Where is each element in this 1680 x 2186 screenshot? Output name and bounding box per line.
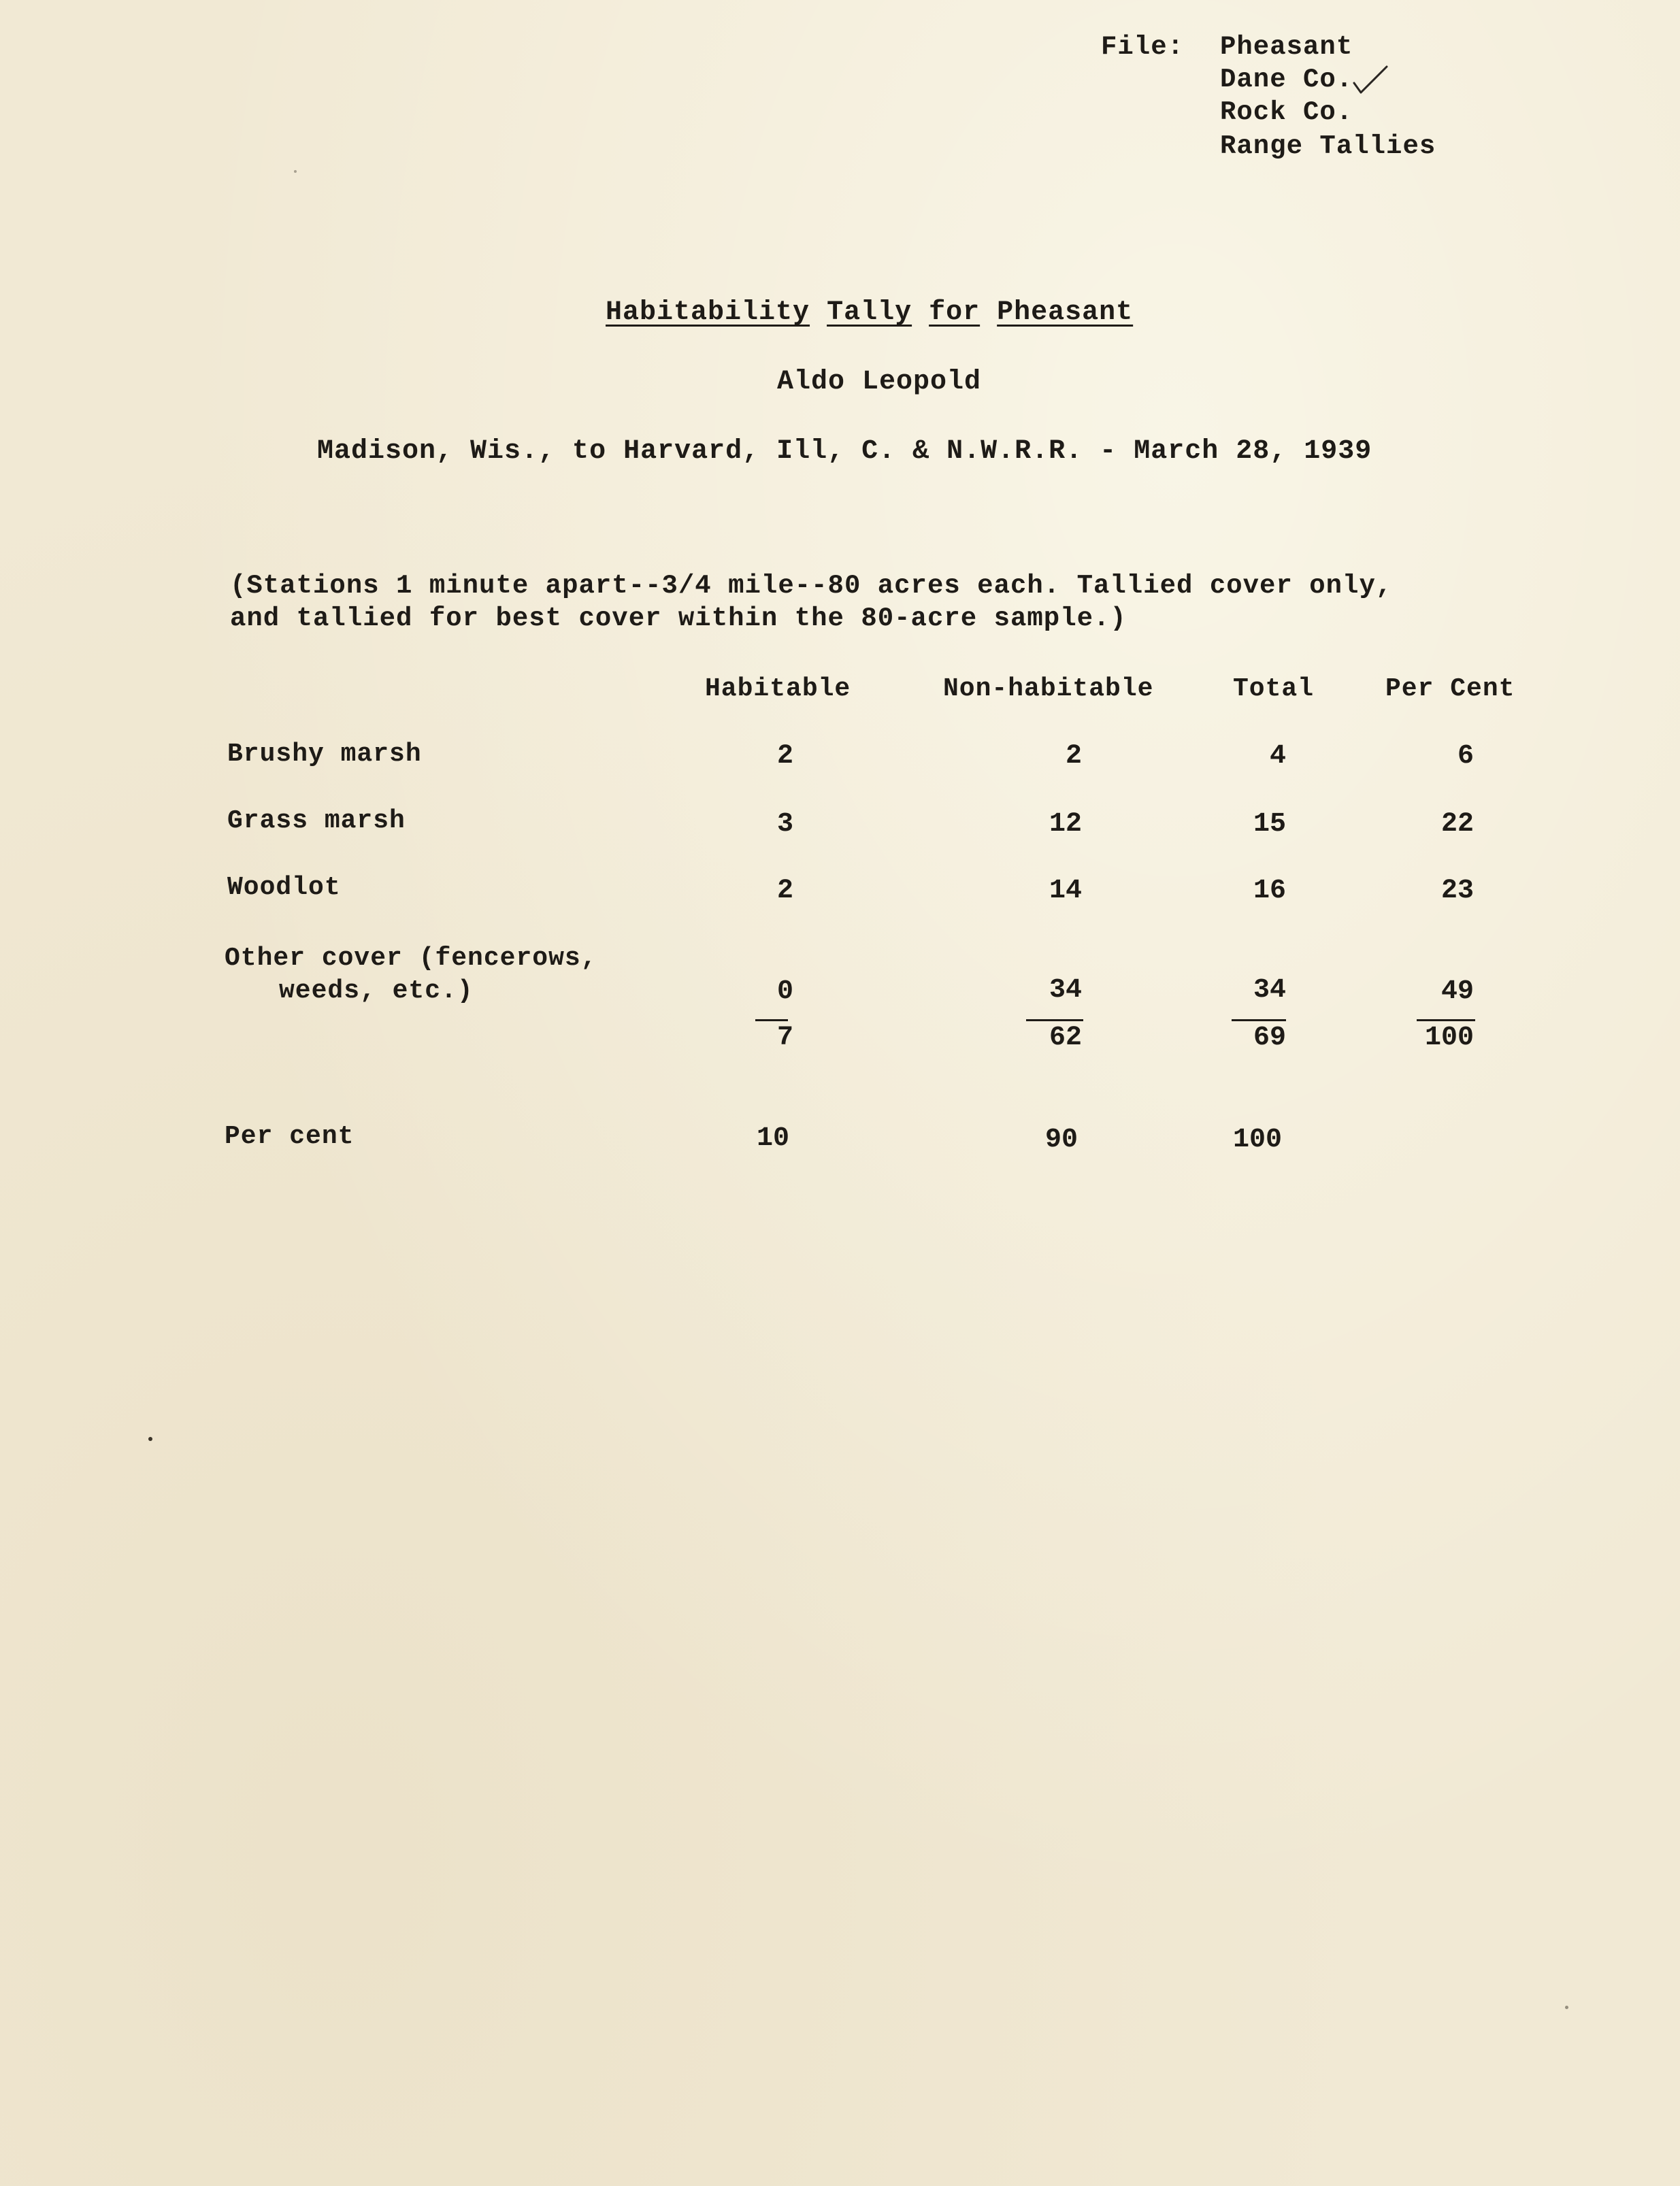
cell-per-cent: 6: [1457, 741, 1474, 772]
file-entry-range-tallies: Range Tallies: [1220, 131, 1436, 161]
file-entry-rock: Rock Co.: [1220, 97, 1353, 127]
cell-habitable: 10: [756, 1123, 789, 1154]
cell-per-cent: 49: [1440, 976, 1474, 1007]
cell-non-habitable: 2: [1065, 741, 1082, 772]
row-label-other-cover: Other cover (fencerows,: [225, 944, 597, 973]
route-line: Madison, Wis., to Harvard, Ill, C. & N.W.R.R. - March 28, 1939: [317, 436, 1372, 467]
sum-rule: [1417, 1019, 1475, 1021]
row-label-woodlot: Woodlot: [227, 873, 341, 902]
sum-habitable: 7: [776, 1023, 793, 1053]
cell-non-habitable: 12: [1049, 809, 1082, 840]
author: Aldo Leopold: [777, 367, 982, 397]
title-word: for: [929, 297, 981, 328]
file-entry-dane: Dane Co.: [1220, 65, 1353, 95]
row-label-per-cent: Per cent: [225, 1122, 355, 1151]
column-header-habitable: Habitable: [705, 674, 851, 703]
cell-habitable: 2: [776, 876, 793, 906]
paper-speck: [148, 1437, 152, 1441]
sum-non-habitable: 62: [1049, 1023, 1082, 1053]
checkmark-icon: [1351, 63, 1392, 97]
cell-total: 16: [1253, 876, 1286, 906]
cell-habitable: 3: [776, 809, 793, 840]
cell-habitable: 0: [776, 976, 793, 1007]
row-label-brushy-marsh: Brushy marsh: [227, 740, 422, 769]
row-label-other-cover-cont: weeds, etc.): [279, 976, 474, 1006]
note-line-1: (Stations 1 minute apart--3/4 mile--80 acres each. Tallied cover only,: [230, 571, 1393, 601]
file-label: File:: [1101, 32, 1185, 62]
sum-per-cent: 100: [1424, 1023, 1474, 1053]
sum-total: 69: [1253, 1023, 1286, 1053]
column-header-total: Total: [1233, 674, 1315, 703]
title-word: Pheasant: [997, 297, 1134, 328]
paper-speck: [294, 170, 297, 173]
row-label-grass-marsh: Grass marsh: [227, 806, 406, 835]
sum-rule: [1026, 1019, 1083, 1021]
cell-per-cent: 23: [1440, 876, 1474, 906]
note-line-2: and tallied for best cover within the 80-acre sample.): [230, 603, 1127, 633]
cell-habitable: 2: [776, 741, 793, 772]
cell-non-habitable: 34: [1049, 975, 1082, 1006]
title-word: Tally: [827, 297, 912, 328]
column-header-non-habitable: Non-habitable: [943, 674, 1154, 703]
page-title: [606, 299, 1133, 327]
cell-total: 15: [1253, 809, 1286, 840]
cell-non-habitable: 90: [1044, 1125, 1078, 1155]
sum-rule: [1232, 1019, 1286, 1021]
cell-total: 100: [1232, 1125, 1282, 1155]
file-entry-pheasant: Pheasant: [1220, 32, 1353, 62]
sum-rule: [755, 1019, 788, 1021]
cell-per-cent: 22: [1440, 809, 1474, 840]
column-header-per-cent: Per Cent: [1385, 674, 1515, 703]
cell-non-habitable: 14: [1049, 876, 1082, 906]
cell-total: 34: [1253, 975, 1286, 1006]
title-word: Habitability: [606, 297, 810, 328]
paper-speck: [1565, 2006, 1568, 2009]
cell-total: 4: [1269, 741, 1286, 772]
